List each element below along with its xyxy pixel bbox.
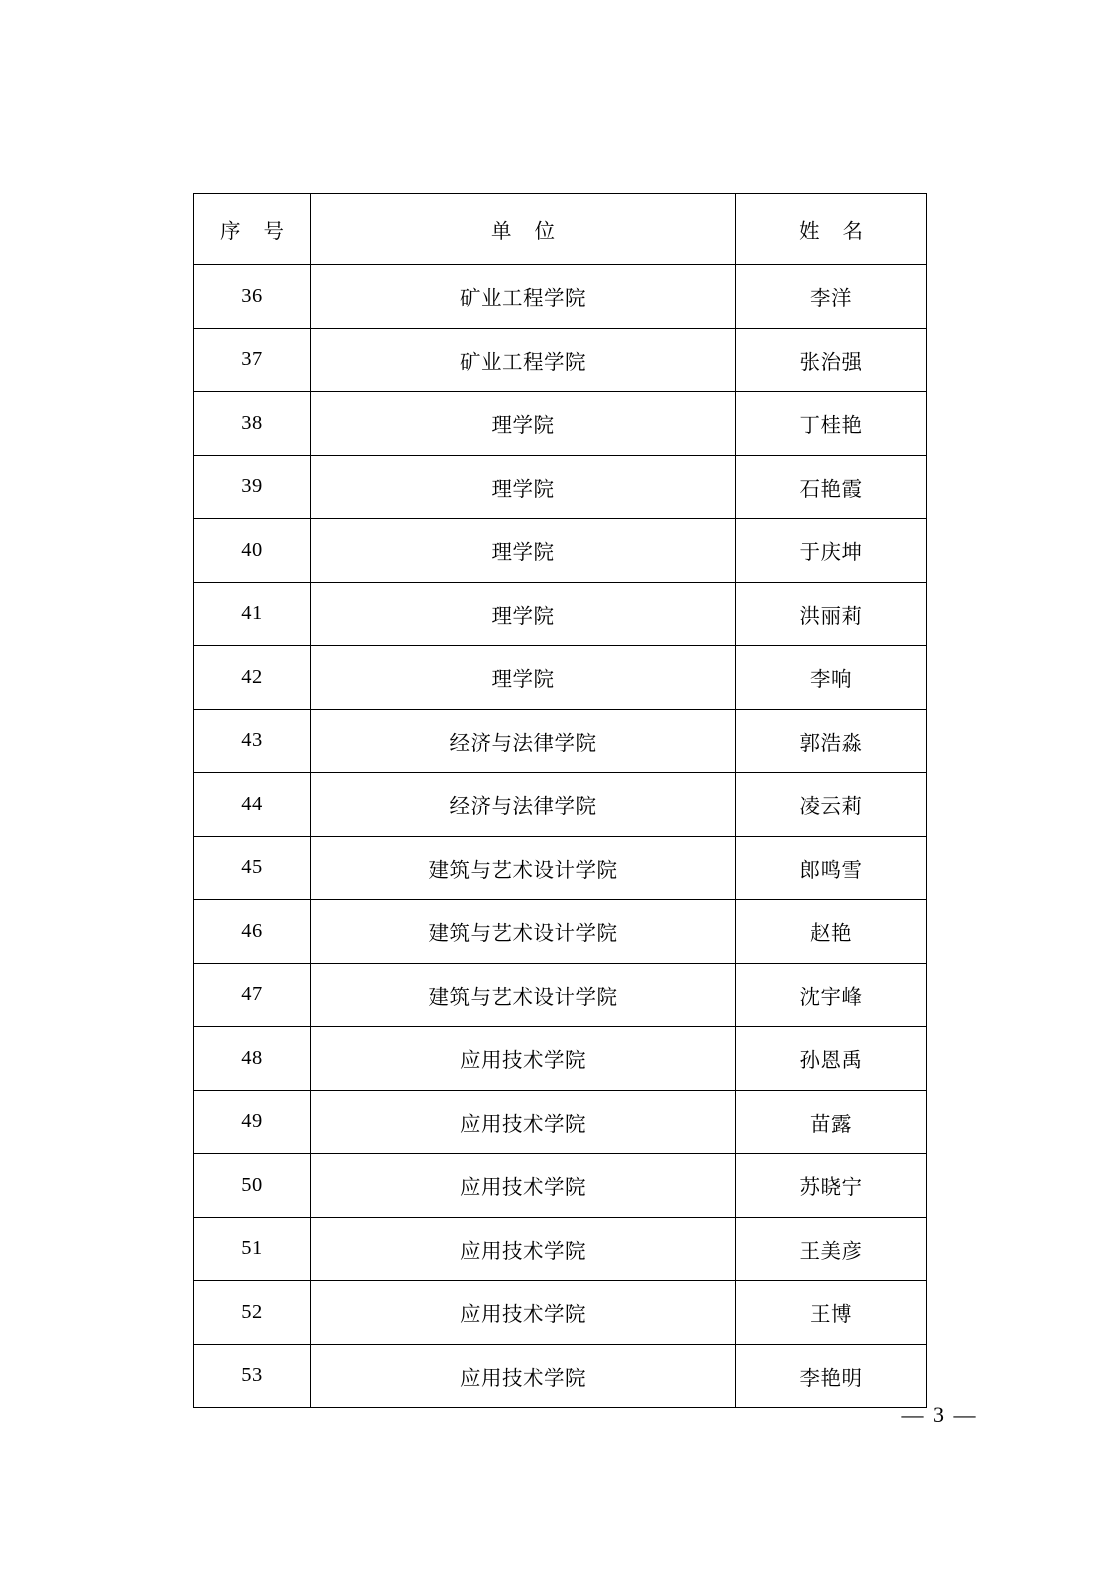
- cell-index: 50: [194, 1154, 311, 1218]
- cell-index: 42: [194, 646, 311, 710]
- cell-name: 孙恩禹: [736, 1027, 927, 1091]
- table-row: [194, 265, 927, 329]
- cell-unit: 理学院: [311, 646, 736, 710]
- cell-name: 郎鸣雪: [736, 836, 927, 900]
- table-header: [194, 194, 927, 265]
- cell-index: 37: [194, 328, 311, 392]
- cell-unit: 理学院: [311, 392, 736, 456]
- column-header-name-label: 姓 名: [798, 221, 873, 243]
- cell-name: 李艳明: [736, 1344, 927, 1408]
- cell-unit: 理学院: [311, 519, 736, 583]
- cell-unit: 应用技术学院: [311, 1281, 736, 1345]
- cell-index: 46: [194, 900, 311, 964]
- table-row: [194, 582, 927, 646]
- column-header-unit-label: 单 位: [490, 221, 565, 243]
- cell-index: 38: [194, 392, 311, 456]
- cell-unit: 建筑与艺术设计学院: [311, 900, 736, 964]
- cell-index: 36: [194, 265, 311, 329]
- cell-name: 李洋: [736, 265, 927, 329]
- cell-unit: 经济与法律学院: [311, 773, 736, 837]
- table-row: [194, 328, 927, 392]
- table-row: [194, 1090, 927, 1154]
- table-row: [194, 836, 927, 900]
- cell-index: 49: [194, 1090, 311, 1154]
- table-row: [194, 900, 927, 964]
- cell-unit: 理学院: [311, 455, 736, 519]
- cell-index: 52: [194, 1281, 311, 1345]
- cell-index: 41: [194, 582, 311, 646]
- table-row: [194, 709, 927, 773]
- cell-index: 51: [194, 1217, 311, 1281]
- table-row: [194, 392, 927, 456]
- page-number: — 3 —: [901, 1402, 978, 1427]
- cell-name: 沈宇峰: [736, 963, 927, 1027]
- table-row: [194, 1281, 927, 1345]
- table-row: [194, 1217, 927, 1281]
- cell-index: 47: [194, 963, 311, 1027]
- page-footer: [0, 1402, 1119, 1428]
- cell-unit: 经济与法律学院: [311, 709, 736, 773]
- cell-name: 张治强: [736, 328, 927, 392]
- cell-name: 凌云莉: [736, 773, 927, 837]
- cell-unit: 矿业工程学院: [311, 328, 736, 392]
- table-row: [194, 1344, 927, 1408]
- cell-unit: 矿业工程学院: [311, 265, 736, 329]
- table-body: [194, 265, 927, 1408]
- cell-unit: 建筑与艺术设计学院: [311, 963, 736, 1027]
- table-row: [194, 455, 927, 519]
- column-header-unit: [311, 194, 736, 265]
- cell-unit: 应用技术学院: [311, 1090, 736, 1154]
- cell-index: 48: [194, 1027, 311, 1091]
- table-row: [194, 519, 927, 583]
- table-header-row: [194, 194, 927, 265]
- cell-name: 于庆坤: [736, 519, 927, 583]
- cell-unit: 应用技术学院: [311, 1027, 736, 1091]
- cell-unit: 应用技术学院: [311, 1154, 736, 1218]
- cell-index: 39: [194, 455, 311, 519]
- cell-name: 丁桂艳: [736, 392, 927, 456]
- cell-name: 石艳霞: [736, 455, 927, 519]
- column-header-index: [194, 194, 311, 265]
- column-header-name: [736, 194, 927, 265]
- cell-name: 赵艳: [736, 900, 927, 964]
- cell-index: 40: [194, 519, 311, 583]
- cell-name: 王美彦: [736, 1217, 927, 1281]
- cell-name: 王博: [736, 1281, 927, 1345]
- cell-name: 郭浩淼: [736, 709, 927, 773]
- cell-unit: 应用技术学院: [311, 1344, 736, 1408]
- table-row: [194, 646, 927, 710]
- cell-name: 苗露: [736, 1090, 927, 1154]
- roster-table-container: [193, 193, 926, 1408]
- cell-index: 45: [194, 836, 311, 900]
- cell-index: 44: [194, 773, 311, 837]
- cell-name: 洪丽莉: [736, 582, 927, 646]
- cell-name: 苏晓宁: [736, 1154, 927, 1218]
- table-row: [194, 773, 927, 837]
- cell-unit: 建筑与艺术设计学院: [311, 836, 736, 900]
- table-row: [194, 1027, 927, 1091]
- table-row: [194, 1154, 927, 1218]
- table-row: [194, 963, 927, 1027]
- cell-unit: 应用技术学院: [311, 1217, 736, 1281]
- cell-index: 53: [194, 1344, 311, 1408]
- column-header-index-label: 序 号: [219, 221, 294, 243]
- cell-unit: 理学院: [311, 582, 736, 646]
- cell-name: 李响: [736, 646, 927, 710]
- cell-index: 43: [194, 709, 311, 773]
- roster-table: [193, 193, 927, 1408]
